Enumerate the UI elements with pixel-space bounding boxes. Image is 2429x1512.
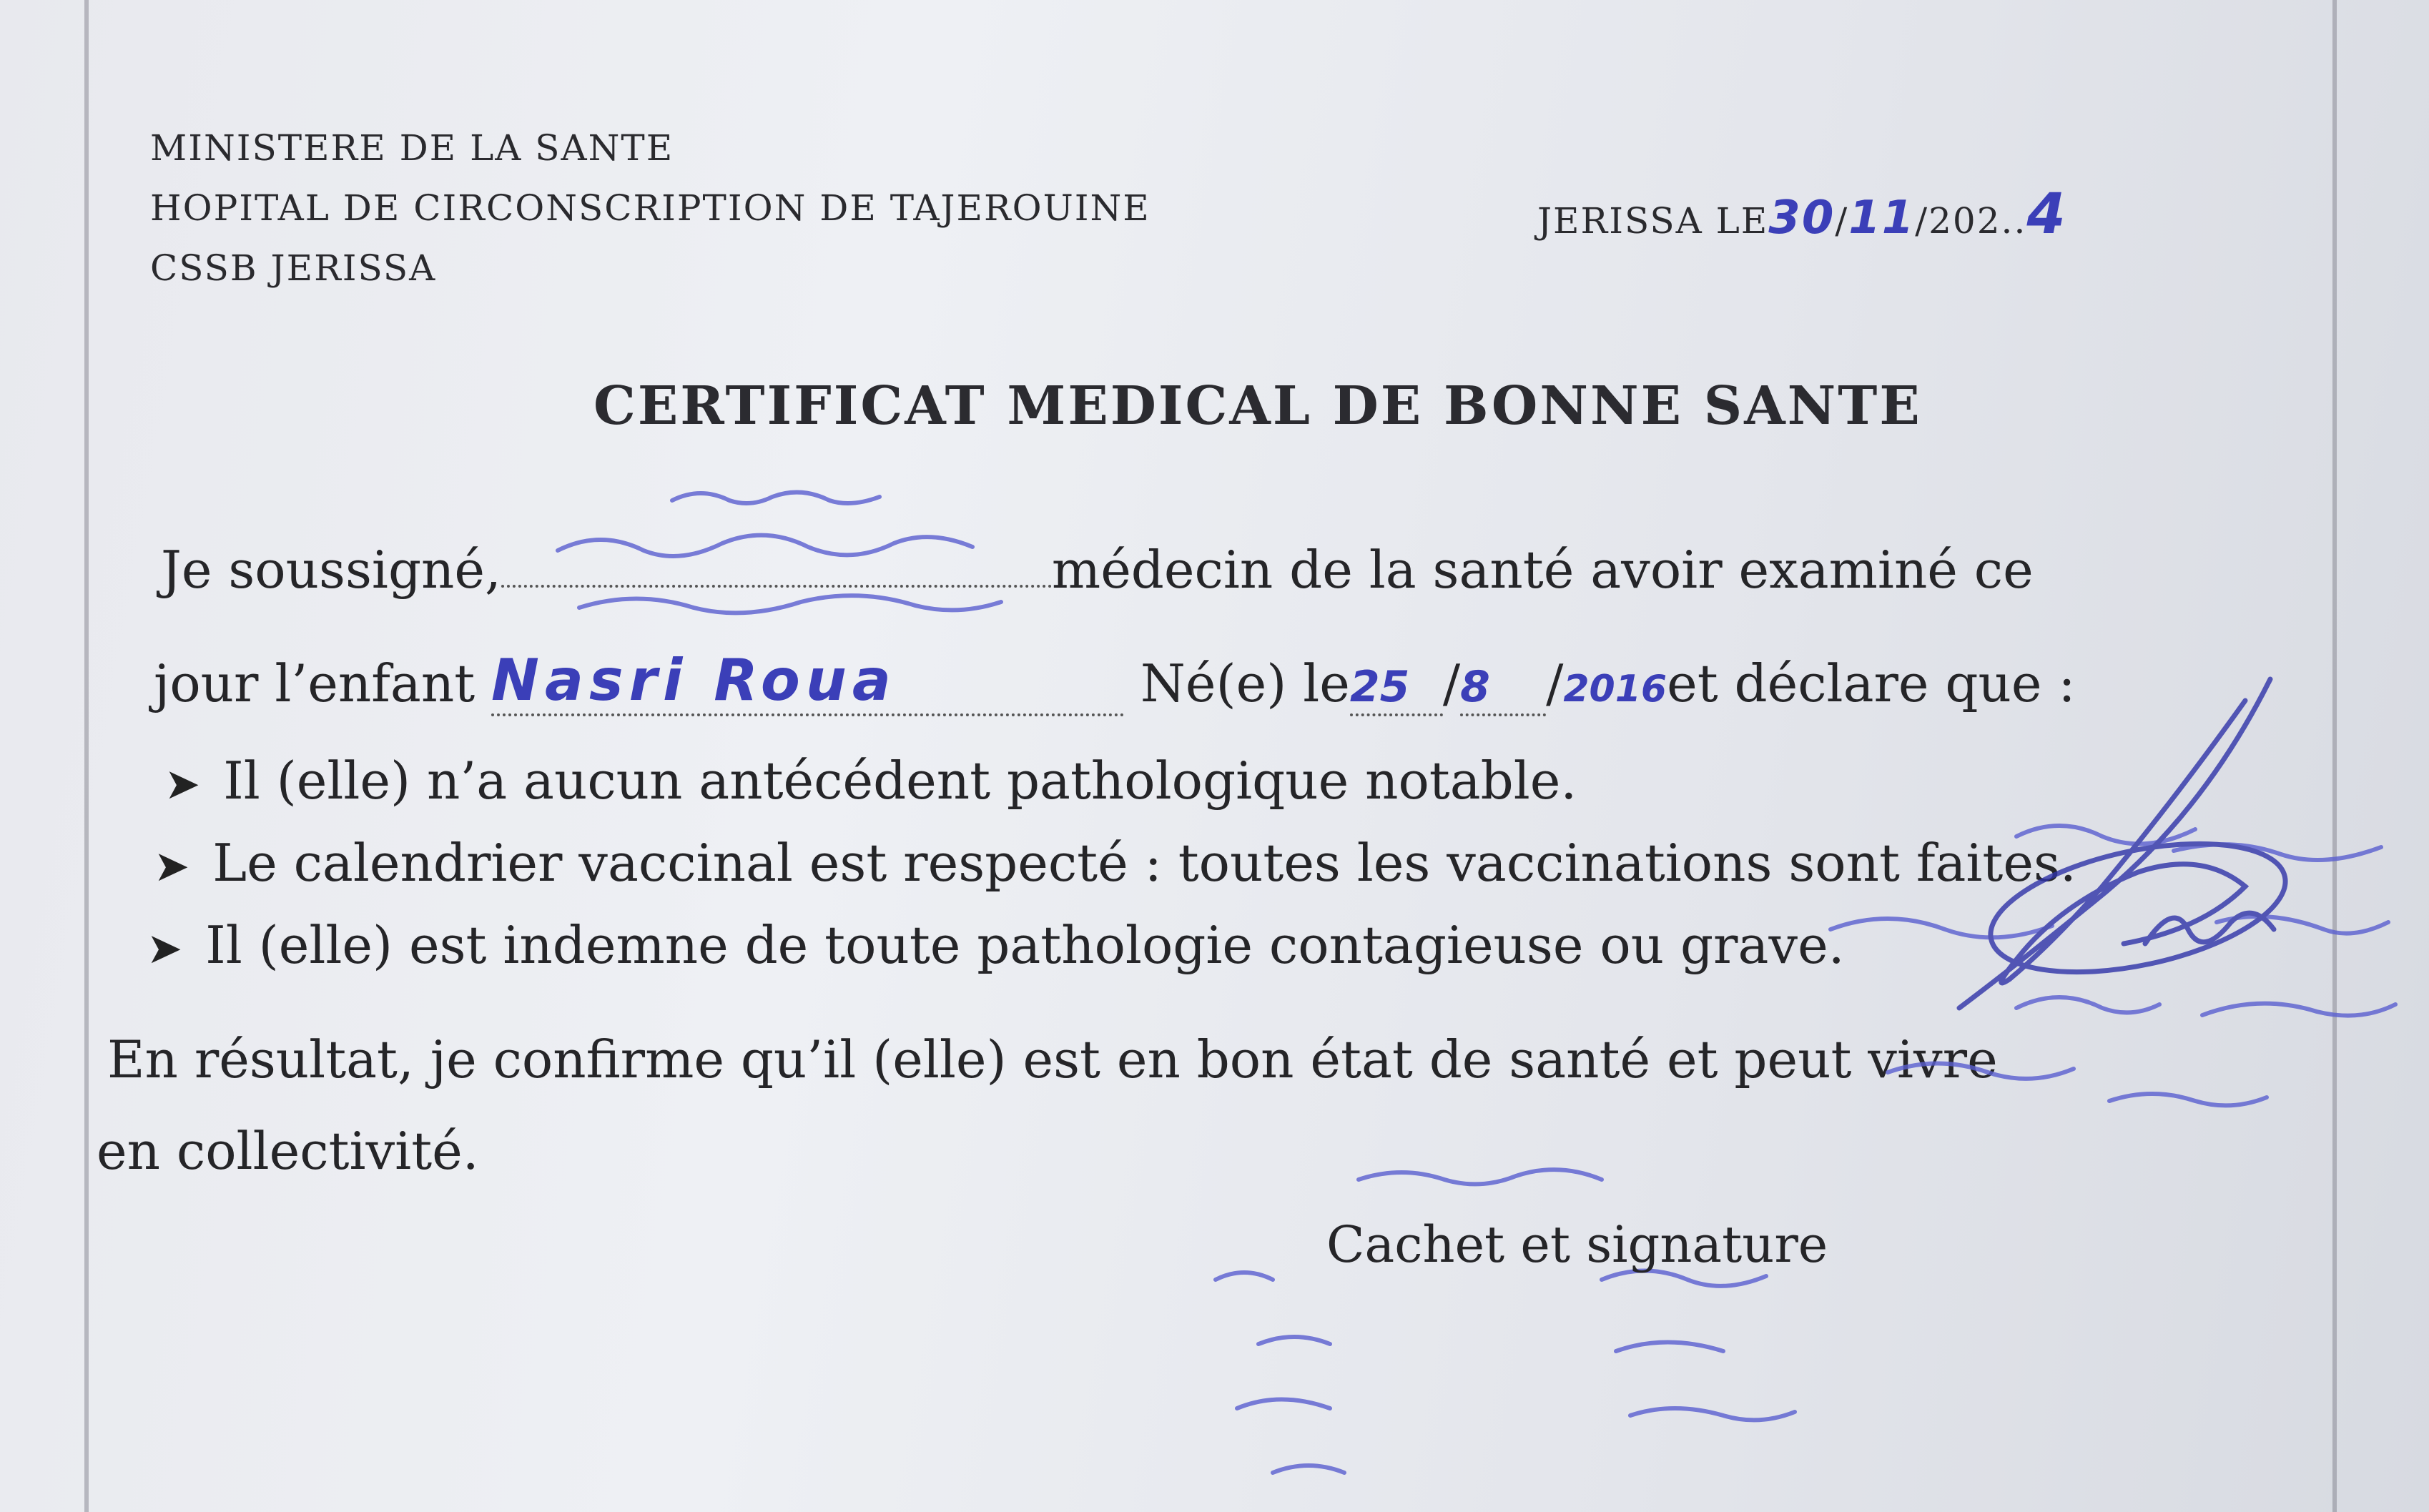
ministry-line: MINISTERE DE LA SANTE xyxy=(150,127,674,169)
certificate-title: CERTIFICAT MEDICAL DE BONNE SANTE xyxy=(593,375,1922,437)
signature-label: Cachet et signature xyxy=(1326,1215,1828,1274)
bullet-3-text: Il (elle) est indemne de toute pathologie contagieuse ou grave. xyxy=(205,915,1845,975)
birth-year: 2016 xyxy=(1563,668,1667,711)
bullet-2 xyxy=(154,833,2076,893)
paper-edge-left xyxy=(84,0,89,1512)
line1-prefix: Je soussigné, xyxy=(161,540,501,600)
body-line-2: jour l’enfant Nasri Roua Né(e) le25 /8 /2016et déclare que : xyxy=(154,647,2076,716)
child-name-field xyxy=(491,647,1124,716)
birth-day: 25 xyxy=(1349,662,1410,712)
body-line-1 xyxy=(161,540,2034,600)
bullet-2-text: Le calendrier vaccinal est respecté : toutes les vaccinations sont faites. xyxy=(212,833,2076,893)
bullet-1-text: Il (elle) n’a aucun antécédent pathologique notable. xyxy=(223,751,1577,811)
cssb-line: CSSB JERISSA xyxy=(150,247,437,289)
doctor-name-field xyxy=(501,545,1052,588)
date-month: 11 xyxy=(1848,192,1916,244)
birth-month-field xyxy=(1460,653,1546,716)
bullet-1 xyxy=(164,751,1577,811)
birth-month: 8 xyxy=(1460,662,1490,712)
child-name: Nasri Roua xyxy=(491,647,897,713)
date-prefix: JERISSA LE xyxy=(1537,200,1769,242)
conclusion-line-1: En résultat, je confirme qu’il (elle) est en bon état de santé et peut vivre xyxy=(107,1029,1998,1089)
hospital-line: HOPITAL DE CIRCONSCRIPTION DE TAJEROUINE xyxy=(150,187,1151,229)
line2-suffix: et déclare que : xyxy=(1667,653,2076,713)
date-line: JERISSA LE30/11/202..4 xyxy=(1537,182,2067,247)
date-year-prefix: /202.. xyxy=(1915,200,2027,242)
official-stamp-bottom xyxy=(1173,1151,1959,1508)
arrow-bullet-icon: ➤ xyxy=(147,924,183,974)
bullet-3 xyxy=(147,915,1845,975)
arrow-bullet-icon: ➤ xyxy=(164,759,201,809)
born-label: Né(e) le xyxy=(1140,653,1350,713)
conclusion-line-2: en collectivité. xyxy=(97,1121,479,1181)
date-day: 30 xyxy=(1768,192,1836,244)
stamp-and-signature xyxy=(1802,672,2410,1130)
date-year-digit: 4 xyxy=(2026,182,2067,247)
line2-prefix: jour l’enfant xyxy=(154,653,476,713)
arrow-bullet-icon: ➤ xyxy=(154,841,190,891)
line1-suffix: médecin de la santé avoir examiné ce xyxy=(1051,540,2034,600)
birth-day-field xyxy=(1350,653,1443,716)
